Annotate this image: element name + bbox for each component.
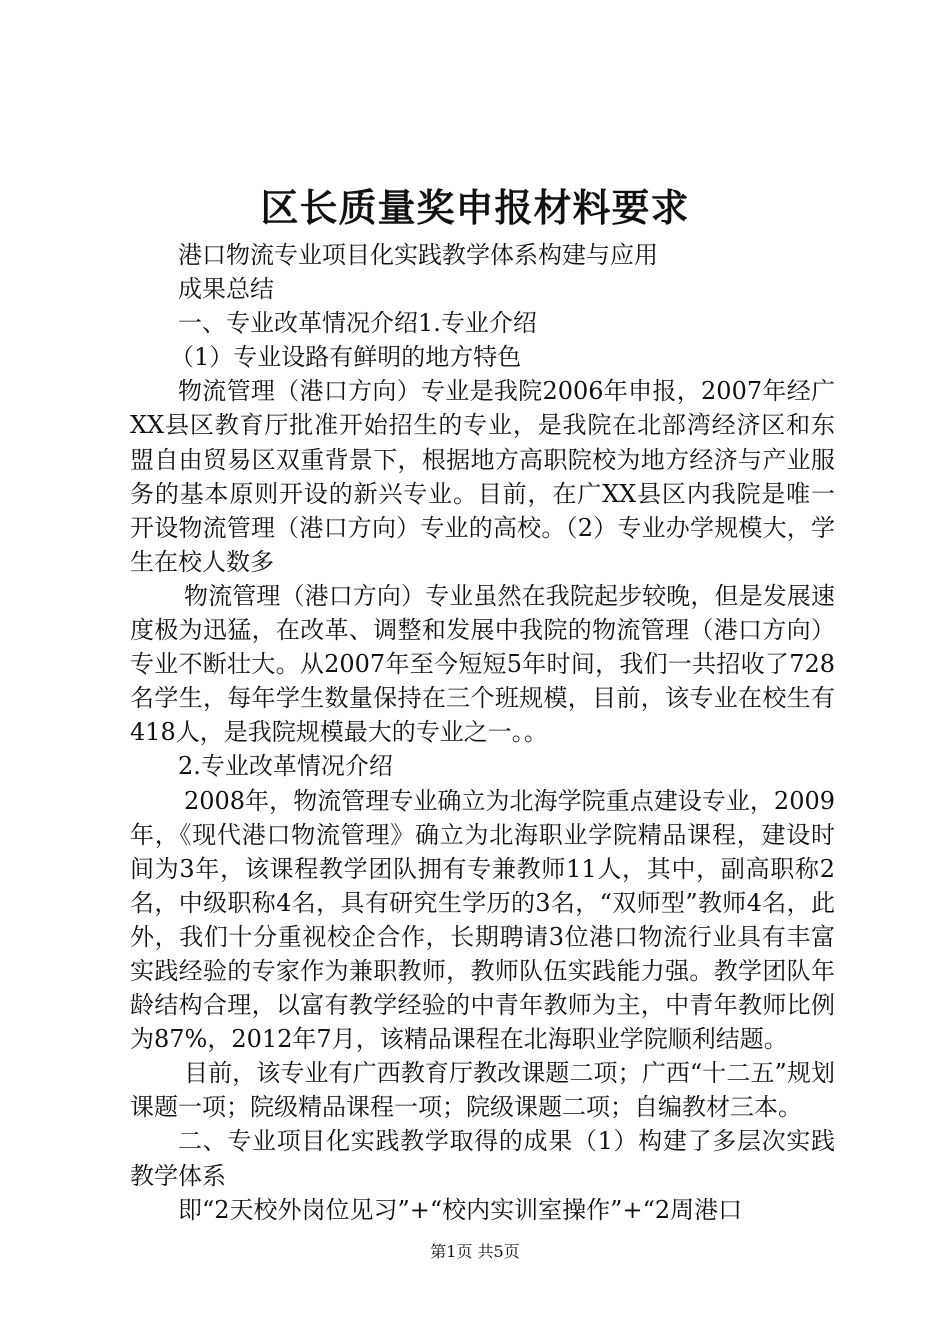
document-body: [130, 238, 835, 1227]
subsection-heading-2: 2.专业改革情况介绍: [178, 752, 393, 781]
section-heading-1: 一、专业改革情况介绍1.专业介绍: [178, 309, 537, 338]
body-paragraph-4: 目前，该专业有广西教育厅教改课题二项；广西“十二五”规划课题一项；院级精品课程一项；院级课题二项；自编教材三本。: [130, 1059, 835, 1122]
document-title: 区长质量奖申报材料要求: [260, 185, 690, 230]
body-paragraph-5: 即“2天校外岗位见习”+“校内实训室操作”+“2周港口: [178, 1195, 743, 1224]
page-footer: 第1页 共5页: [430, 1242, 520, 1261]
section-heading-2: 二、专业项目化实践教学取得的成果（1）构建了多层次实践教学体系: [130, 1127, 835, 1190]
body-paragraph-1: 物流管理（港口方向）专业是我院2006年申报，2007年经广XX县区教育厅批准开始招生的专业，是我院在北部湾经济区和东盟自由贸易区双重背景下，根据地方高职院校为地方经济与产业服务的基本原则开设的新兴专业。目前，在广XX县区内我院是唯一开设物流管理（港口方向）专业的高校。（2）专业办学规模大，学生在校人数多: [130, 377, 835, 576]
subtitle-line-2: 成果总结: [178, 275, 274, 304]
body-paragraph-2: 物流管理（港口方向）专业虽然在我院起步较晚，但是发展速度极为迅猛，在改革、调整和发展中我院的物流管理（港口方向）专业不断壮大。从2007年至今短短5年时间，我们一共招收了728名学生，每年学生数量保持在三个班规模，目前，该专业在校生有418人，是我院规模最大的专业之一。。: [130, 581, 835, 747]
body-paragraph-3: 2008年，物流管理专业确立为北海学院重点建设专业，2009年，《现代港口物流管理》确立为北海职业学院精品课程，建设时间为3年，该课程教学团队拥有专兼教师11人，其中，副高职称2名，中级职称4名，具有研究生学历的3名，“双师型”教师4名，此外，我们十分重视校企合作，长期聘请3位港口物流行业具有丰富实践经验的专家作为兼职教师，教师队伍实践能力强。教学团队年龄结构合理，以富有教学经验的中青年教师为主，中青年教师比例为87%，2012年7月，该精品课程在北海职业学院顺利结题。: [130, 786, 835, 1054]
subsection-heading-1: （1）专业设路有鲜明的地方特色: [170, 343, 522, 372]
subtitle-line-1: 港口物流专业项目化实践教学体系构建与应用: [178, 241, 658, 269]
